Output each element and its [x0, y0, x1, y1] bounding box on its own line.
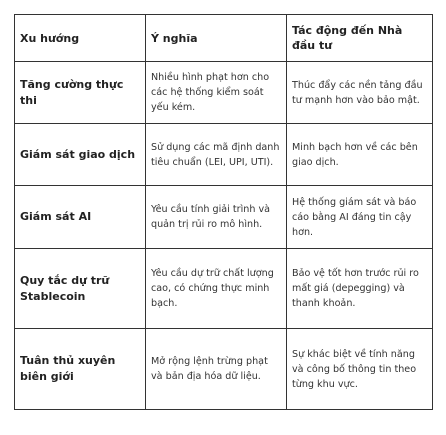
- header-impact: Tác động đến Nhà đầu tư: [287, 15, 433, 62]
- trend-cell: Giám sát giao dịch: [15, 124, 146, 186]
- impact-cell: Sự khác biệt về tính năng và công bố thông tin theo từng khu vực.: [287, 329, 433, 410]
- header-meaning: Ý nghĩa: [146, 15, 287, 62]
- impact-cell: Minh bạch hơn về các bên giao dịch.: [287, 124, 433, 186]
- trend-cell: Giám sát AI: [15, 186, 146, 249]
- trend-cell: Quy tắc dự trữ Stablecoin: [15, 249, 146, 329]
- table-row: [15, 62, 433, 124]
- meaning-cell: Yêu cầu dự trữ chất lượng cao, có chứng thực minh bạch.: [146, 249, 287, 329]
- header-trend: Xu hướng: [15, 15, 146, 62]
- impact-cell: Hệ thống giám sát và báo cáo bằng AI đáng tin cậy hơn.: [287, 186, 433, 249]
- trend-cell: Tăng cường thực thi: [15, 62, 146, 124]
- trend-cell: Tuân thủ xuyên biên giới: [15, 329, 146, 410]
- meaning-cell: Mở rộng lệnh trừng phạt và bản địa hóa dữ liệu.: [146, 329, 287, 410]
- regulatory-trends-table: [14, 14, 433, 410]
- impact-cell: Thúc đẩy các nền tảng đầu tư mạnh hơn vào bảo mật.: [287, 62, 433, 124]
- header-row: [15, 15, 433, 62]
- table-row: [15, 249, 433, 329]
- impact-cell: Bảo vệ tốt hơn trước rủi ro mất giá (depegging) và thanh khoản.: [287, 249, 433, 329]
- table-row: [15, 329, 433, 410]
- meaning-cell: Yêu cầu tính giải trình và quản trị rủi ro mô hình.: [146, 186, 287, 249]
- table-row: [15, 124, 433, 186]
- meaning-cell: Sử dụng các mã định danh tiêu chuẩn (LEI, UPI, UTI).: [146, 124, 287, 186]
- table-row: [15, 186, 433, 249]
- meaning-cell: Nhiều hình phạt hơn cho các hệ thống kiểm soát yếu kém.: [146, 62, 287, 124]
